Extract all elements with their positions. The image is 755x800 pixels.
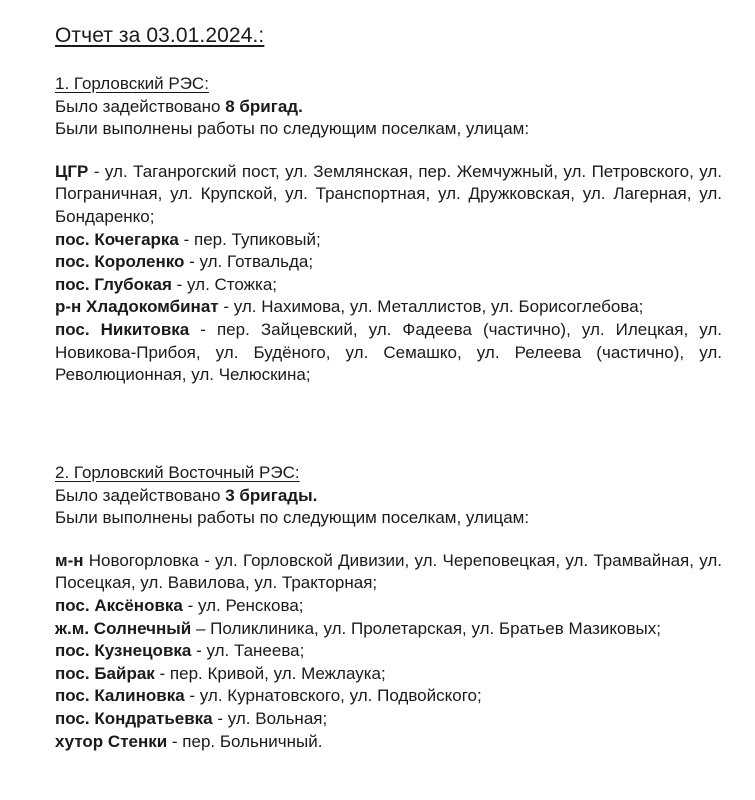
entry: [55, 550, 722, 595]
entry-place: пос. Кондратьевка: [55, 708, 213, 728]
entry-place: пос. Короленко: [55, 252, 185, 272]
entry-place: пос. Глубокая: [55, 274, 172, 294]
entry-streets: - ул. Готвальда;: [184, 252, 314, 272]
entry-streets: - ул. Вольная;: [212, 708, 328, 728]
section-heading: 1. Горловский РЭС:: [55, 74, 209, 93]
entry-place: р-н Хладокомбинат: [55, 297, 219, 317]
entry-streets: – Поликлиника, ул. Пролетарская, ул. Братьев Мазиковых;: [191, 618, 661, 638]
entry-streets: - ул. Таганрогский пост, ул. Землянская, пер. Жемчужный, ул. Петровского, ул. Пограничная, ул. Крупской, ул. Транспортная, ул. Дружковская, ул. Лагерная, ул. Бондаренко;: [55, 161, 722, 226]
entry-streets: - ул. Нахимова, ул. Металлистов, ул. Борисоглебова;: [218, 297, 644, 317]
entry: [55, 296, 722, 319]
entry-place: пос. Никитовка: [55, 319, 190, 339]
entry-place: ЦГР: [55, 161, 89, 181]
section-heading: 2. Горловский Восточный РЭС:: [55, 463, 300, 482]
brigades-line: Было задействовано 3 бригады.: [55, 485, 318, 505]
entry-place: пос. Калиновка: [55, 686, 185, 706]
entry: [55, 618, 722, 641]
works-intro: Были выполнены работы по следующим поселкам, улицам:: [55, 119, 530, 139]
entry: [55, 731, 722, 754]
entry: [55, 274, 722, 297]
entry: [55, 319, 722, 387]
brigades-count: 8 бригад.: [225, 96, 303, 116]
entry-place: пос. Аксёновка: [55, 595, 183, 615]
entry-streets: - ул. Танеева;: [191, 641, 305, 661]
section-gorlovsky-res: [55, 73, 722, 387]
brigades-line: Было задействовано 8 бригад.: [55, 96, 303, 116]
entry: [55, 251, 722, 274]
entry-place: пос. Байрак: [55, 663, 155, 683]
entry-place: м-н: [55, 550, 84, 570]
entry-streets: Новогорловка - ул. Горловской Дивизии, ул. Череповецкая, ул. Трамвайная, ул. Посецкая, ул. Вавилова, ул. Тракторная;: [55, 550, 722, 593]
entry-streets: - пер. Кривой, ул. Межлаука;: [154, 663, 386, 683]
entry: [55, 685, 722, 708]
section-gorlovsky-vostochny-res: [55, 462, 722, 753]
entry-place: ж.м. Солнечный: [55, 618, 192, 638]
entry: [55, 161, 722, 229]
entry-place: пос. Кузнецовка: [55, 641, 192, 661]
entry-streets: - пер. Больничный.: [167, 731, 323, 751]
report-title: Отчет за 03.01.2024.:: [55, 24, 265, 47]
entry-streets: - ул. Курнатовского, ул. Подвойского;: [184, 686, 482, 706]
entry: [55, 595, 722, 618]
entry-streets: - ул. Ренскова;: [182, 595, 304, 615]
entry-place: пос. Кочегарка: [55, 229, 179, 249]
entry: [55, 229, 722, 252]
brigades-count: 3 бригады.: [225, 485, 318, 505]
entry-place: хутор Стенки: [55, 731, 168, 751]
entry: [55, 708, 722, 731]
entry-streets: - ул. Стожка;: [171, 274, 278, 294]
entry-streets: - пер. Зайцевский, ул. Фадеева (частично), ул. Илецкая, ул. Новикова-Прибоя, ул. Будёного, ул. Семашко, ул. Релеева (частично), ул. Революционная, ул. Челюскина;: [55, 319, 722, 385]
entry: [55, 663, 722, 686]
entry-streets: - пер. Тупиковый;: [178, 229, 321, 249]
works-intro: Были выполнены работы по следующим поселкам, улицам:: [55, 508, 530, 528]
entry: [55, 640, 722, 663]
